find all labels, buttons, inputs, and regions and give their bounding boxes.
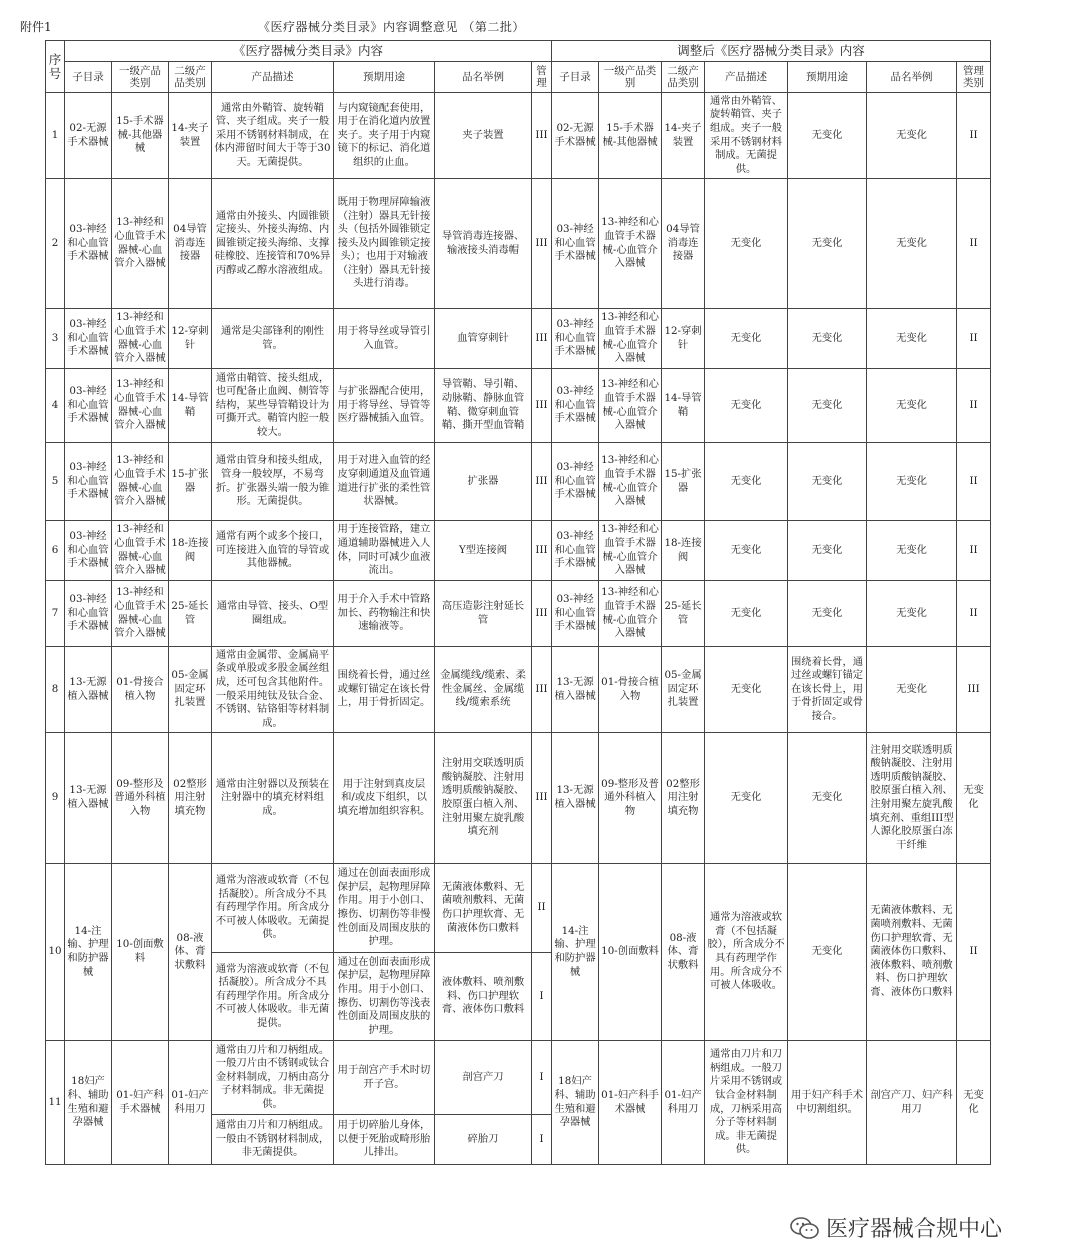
watermark-text: 医疗器械合规中心 <box>826 1217 1003 1242</box>
cell-examples-adjusted: 无变化 <box>867 521 957 581</box>
cell-desc: 通常由刀片和刀柄组成。一般刀片由不锈钢或钛合金材料制成，刀柄由高分子材料制成。非无菌提供。 <box>212 1041 334 1115</box>
cell-cat2: 05-金属固定环扎装置 <box>169 647 212 733</box>
cell-no: 1 <box>46 93 65 179</box>
cell-desc: 通常由外接头、内圆锥锁定接头、外接头海绵、内圆锥锁定接头海绵、支撑硅橡胶、连接管和70%异丙醇或乙醇水溶液组成。 <box>212 179 334 309</box>
cell-desc: 通常是尖部锋利的刚性管。 <box>212 309 334 369</box>
cell-desc-adjusted: 无变化 <box>705 521 788 581</box>
cell-examples-adjusted: 剖宫产刀、妇产科用刀 <box>867 1041 957 1165</box>
cell-examples-adjusted: 注射用交联透明质酸钠凝胶、注射用透明质酸钠凝胶、胶原蛋白植入剂、注射用聚左旋乳酸填充剂、重组III型人源化胶原蛋白冻干纤维 <box>867 733 957 864</box>
cell-no: 9 <box>46 733 65 864</box>
cell-desc: 通常由管身和接头组成，管身一般较厚，不易弯折。扩张器头端一般为锥形。无菌提供。 <box>212 443 334 521</box>
cell-cat2-adjusted: 02整形用注射填充物 <box>662 733 705 864</box>
cell-cat2: 02整形用注射填充物 <box>169 733 212 864</box>
cell-sub: 18妇产科、辅助生殖和避孕器械 <box>65 1041 112 1165</box>
cell-sub: 13-无源植入器械 <box>65 647 112 733</box>
cell-cat1: 13-神经和心血管手术器械-心血管介入器械 <box>112 179 169 309</box>
cell-no: 6 <box>46 521 65 581</box>
cell-desc: 通常由导管、接头、O型圈组成。 <box>212 581 334 647</box>
cell-cat2: 15-扩张器 <box>169 443 212 521</box>
cell-use: 用于注射到真皮层和/或皮下组织，以填充增加组织容积。 <box>334 733 435 864</box>
cell-mgmt: II <box>532 864 552 953</box>
cell-cat1: 10-创面敷料 <box>112 864 169 1041</box>
cell-sub-adjusted: 03-神经和心血管手术器械 <box>552 521 599 581</box>
col-cat2-adjusted: 二级产品类别 <box>662 62 705 93</box>
cell-desc-adjusted: 通常为溶液或软膏（不包括凝胶），所含成分不具有药理学作用。所含成分不可被人体吸收。 <box>705 864 788 1041</box>
cell-cat1: 13-神经和心血管手术器械-心血管介入器械 <box>112 581 169 647</box>
cell-use: 用于介入手术中管路加长、药物输注和快速输液等。 <box>334 581 435 647</box>
cell-desc-adjusted: 通常由外鞘管、旋转鞘管、夹子组成。夹子一般采用不锈钢材料制成。无菌提供。 <box>705 93 788 179</box>
cell-desc-adjusted: 无变化 <box>705 581 788 647</box>
col-cat1-adjusted: 一级产品类别 <box>599 62 662 93</box>
cell-desc-adjusted: 无变化 <box>705 733 788 864</box>
cell-cat2-adjusted: 14-导管鞘 <box>662 369 705 443</box>
cell-examples-adjusted: 无变化 <box>867 369 957 443</box>
cell-desc-adjusted: 无变化 <box>705 309 788 369</box>
cell-desc: 通常由金属带、金属扁平条或单股或多股金属丝组成，还可包含其他附件。一般采用纯钛及钛合金、不锈钢、钴铬钼等材料制成。 <box>212 647 334 733</box>
cell-use: 既用于物理屏障输液（注射）器具无针接头（包括外圆锥锁定接头及内圆锥锁定接头）；也用于对输液（注射）器具无针接头进行消毒。 <box>334 179 435 309</box>
cell-use: 通过在创面表面形成保护层，起物理屏障作用。用于小创口、擦伤、切割伤等浅表性创面及周围皮肤的护理。 <box>334 953 435 1041</box>
cell-no: 5 <box>46 443 65 521</box>
cell-desc-adjusted: 无变化 <box>705 443 788 521</box>
cell-sub: 13-无源植入器械 <box>65 733 112 864</box>
cell-use-adjusted: 无变化 <box>788 581 867 647</box>
cell-cat2-adjusted: 04导管消毒连接器 <box>662 179 705 309</box>
cell-cat2-adjusted: 14-夹子装置 <box>662 93 705 179</box>
cell-cat2: 04导管消毒连接器 <box>169 179 212 309</box>
cell-use-adjusted: 无变化 <box>788 179 867 309</box>
cell-examples: 导管鞘、导引鞘、动脉鞘、静脉血管鞘、微穿刺血管鞘、撕开型血管鞘 <box>435 369 532 443</box>
watermark <box>790 1212 1002 1243</box>
cell-use-adjusted: 无变化 <box>788 93 867 179</box>
cell-cat2: 01-妇产科用刀 <box>169 1041 212 1165</box>
cell-cat1-adjusted: 15-手术器械-其他器械 <box>599 93 662 179</box>
cell-cat1-adjusted: 13-神经和心血管手术器械-心血管介入器械 <box>599 309 662 369</box>
col-use: 预期用途 <box>334 62 435 93</box>
classification-table <box>45 40 991 1165</box>
table-row <box>46 93 991 179</box>
cell-use-adjusted: 无变化 <box>788 521 867 581</box>
cell-mgmt: III <box>532 521 552 581</box>
cell-sub-adjusted: 03-神经和心血管手术器械 <box>552 309 599 369</box>
col-desc-adjusted: 产品描述 <box>705 62 788 93</box>
col-sub-adjusted: 子目录 <box>552 62 599 93</box>
cell-cat2: 14-夹子装置 <box>169 93 212 179</box>
cell-cat1-adjusted: 10-创面敷料 <box>599 864 662 1041</box>
cell-examples-adjusted: 无菌液体敷料、无菌喷剂敷料、无菌伤口护理软膏、无菌液体伤口敷料、液体敷料、喷剂敷料、伤口护理软膏、液体伤口敷料 <box>867 864 957 1041</box>
cell-sub: 03-神经和心血管手术器械 <box>65 521 112 581</box>
cell-desc: 通常为溶液或软膏（不包括凝胶）。所含成分不具有药理学作用。所含成分不可被人体吸收。非无菌提供。 <box>212 953 334 1041</box>
cell-use: 用于将导丝或导管引入血管。 <box>334 309 435 369</box>
cell-cat1-adjusted: 13-神经和心血管手术器械-心血管介入器械 <box>599 581 662 647</box>
cell-cat1-adjusted: 13-神经和心血管手术器械-心血管介入器械 <box>599 179 662 309</box>
cell-desc-adjusted: 无变化 <box>705 369 788 443</box>
cell-sub: 02-无源手术器械 <box>65 93 112 179</box>
cell-use-adjusted: 无变化 <box>788 864 867 1041</box>
cell-mgmt: III <box>532 443 552 521</box>
cell-examples: 金属缆线/缆索、柔性金属丝、金属缆线/缆索系统 <box>435 647 532 733</box>
cell-examples: 碎胎刀 <box>435 1115 532 1165</box>
cell-no: 3 <box>46 309 65 369</box>
cell-use: 用于连接管路，建立通道辅助器械进入人体，同时可减少血液流出。 <box>334 521 435 581</box>
cell-use: 与扩张器配合使用，用于将导丝、导管等医疗器械插入血管。 <box>334 369 435 443</box>
cell-desc-adjusted: 通常由刀片和刀柄组成。一般刀片采用不锈钢或钛合金材料制成，刀柄采用高分子等材料制成。非无菌提供。 <box>705 1041 788 1165</box>
cell-sub-adjusted: 02-无源手术器械 <box>552 93 599 179</box>
cell-use-adjusted: 无变化 <box>788 733 867 864</box>
cell-use-adjusted: 无变化 <box>788 369 867 443</box>
cell-desc: 通常由注射器以及预装在注射器中的填充材料组成。 <box>212 733 334 864</box>
cell-examples: 液体敷料、喷剂敷料、伤口护理软膏、液体伤口敷料 <box>435 953 532 1041</box>
cell-sub: 03-神经和心血管手术器械 <box>65 581 112 647</box>
attachment-label: 附件1 <box>20 20 52 34</box>
cell-use-adjusted: 无变化 <box>788 443 867 521</box>
col-examples-adjusted: 品名举例 <box>867 62 957 93</box>
cell-sub-adjusted: 03-神经和心血管手术器械 <box>552 179 599 309</box>
cell-cat1-adjusted: 13-神经和心血管手术器械-心血管介入器械 <box>599 521 662 581</box>
cell-cat1: 13-神经和心血管手术器械-心血管介入器械 <box>112 309 169 369</box>
cell-examples: 导管消毒连接器、输液接头消毒帽 <box>435 179 532 309</box>
cell-mgmt-adjusted: II <box>957 443 991 521</box>
cell-use: 围绕着长骨，通过丝或螺钉锚定在该长骨上，用于骨折固定。 <box>334 647 435 733</box>
table-row <box>46 443 991 521</box>
col-mgmt-adjusted: 管理类别 <box>957 62 991 93</box>
cell-cat1: 09-整形及普通外科植入物 <box>112 733 169 864</box>
cell-cat2-adjusted: 12-穿刺针 <box>662 309 705 369</box>
cell-cat1: 13-神经和心血管手术器械-心血管介入器械 <box>112 521 169 581</box>
cell-mgmt: III <box>532 733 552 864</box>
cell-use: 用于切碎胎儿身体，以便于死胎或畸形胎儿排出。 <box>334 1115 435 1165</box>
cell-sub: 03-神经和心血管手术器械 <box>65 309 112 369</box>
cell-no: 2 <box>46 179 65 309</box>
table-row <box>46 309 991 369</box>
cell-use: 用于剖宫产手术时切开子宫。 <box>334 1041 435 1115</box>
cell-cat2: 25-延长管 <box>169 581 212 647</box>
col-cat1: 一级产品类别 <box>112 62 169 93</box>
table-row <box>46 179 991 309</box>
cell-cat1: 01-骨接合植入物 <box>112 647 169 733</box>
cell-mgmt-adjusted: II <box>957 93 991 179</box>
cell-mgmt: I <box>532 953 552 1041</box>
cell-cat2: 12-穿刺针 <box>169 309 212 369</box>
cell-examples-adjusted: 无变化 <box>867 179 957 309</box>
cell-examples-adjusted: 无变化 <box>867 93 957 179</box>
cell-mgmt-adjusted: II <box>957 864 991 1041</box>
cell-sub-adjusted: 03-神经和心血管手术器械 <box>552 369 599 443</box>
cell-mgmt-adjusted: II <box>957 179 991 309</box>
cell-examples: 扩张器 <box>435 443 532 521</box>
cell-use: 与内窥镜配套使用，用于在消化道内放置夹子。夹子用于内窥镜下的标记、消化道组织的止血。 <box>334 93 435 179</box>
cell-cat2: 18-连接阀 <box>169 521 212 581</box>
table-row <box>46 733 991 864</box>
table-row <box>46 581 991 647</box>
cell-cat2-adjusted: 25-延长管 <box>662 581 705 647</box>
section-original: 《医疗器械分类目录》内容 <box>65 41 552 62</box>
cell-cat2: 14-导管鞘 <box>169 369 212 443</box>
cell-desc-adjusted: 无变化 <box>705 647 788 733</box>
section-adjusted: 调整后《医疗器械分类目录》内容 <box>552 41 991 62</box>
cell-desc: 通常有两个或多个接口，可连接进入血管的导管或其他器械。 <box>212 521 334 581</box>
cell-mgmt: III <box>532 581 552 647</box>
col-use-adjusted: 预期用途 <box>788 62 867 93</box>
cell-sub-adjusted: 03-神经和心血管手术器械 <box>552 443 599 521</box>
cell-desc: 通常为溶液或软膏（不包括凝胶）。所含成分不具有药理学作用。所含成分不可被人体吸收。无菌提供。 <box>212 864 334 953</box>
col-sub: 子目录 <box>65 62 112 93</box>
cell-cat2-adjusted: 08-液体、膏状敷料 <box>662 864 705 1041</box>
cell-cat1-adjusted: 13-神经和心血管手术器械-心血管介入器械 <box>599 369 662 443</box>
cell-cat1: 13-神经和心血管手术器械-心血管介入器械 <box>112 443 169 521</box>
cell-mgmt: III <box>532 369 552 443</box>
cell-mgmt: I <box>532 1115 552 1165</box>
table-row <box>46 1041 991 1115</box>
cell-sub: 14-注输、护理和防护器械 <box>65 864 112 1041</box>
cell-cat2: 08-液体、膏状敷料 <box>169 864 212 1041</box>
cell-use: 用于对进入血管的经皮穿刺通道及血管通道进行扩张的柔性管状器械。 <box>334 443 435 521</box>
cell-mgmt-adjusted: II <box>957 581 991 647</box>
table-row <box>46 647 991 733</box>
cell-mgmt: III <box>532 93 552 179</box>
cell-cat1-adjusted: 09-整形及普通外科植入物 <box>599 733 662 864</box>
cell-cat1: 13-神经和心血管手术器械-心血管介入器械 <box>112 369 169 443</box>
cell-mgmt-adjusted: II <box>957 521 991 581</box>
table-row <box>46 864 991 953</box>
cell-mgmt: III <box>532 309 552 369</box>
cell-mgmt-adjusted: 无变化 <box>957 1041 991 1165</box>
cell-cat1-adjusted: 01-骨接合植入物 <box>599 647 662 733</box>
cell-cat1: 01-妇产科手术器械 <box>112 1041 169 1165</box>
cell-examples: 无菌液体敷料、无菌喷剂敷料、无菌伤口护理软膏、无菌液体伤口敷料 <box>435 864 532 953</box>
cell-cat2-adjusted: 05-金属固定环扎装置 <box>662 647 705 733</box>
col-desc: 产品描述 <box>212 62 334 93</box>
cell-use-adjusted: 无变化 <box>788 309 867 369</box>
cell-examples-adjusted: 无变化 <box>867 443 957 521</box>
cell-mgmt-adjusted: 无变化 <box>957 733 991 864</box>
table-row <box>46 521 991 581</box>
cell-cat2-adjusted: 18-连接阀 <box>662 521 705 581</box>
cell-desc-adjusted: 无变化 <box>705 179 788 309</box>
cell-examples: 剖宫产刀 <box>435 1041 532 1115</box>
cell-use: 通过在创面表面形成保护层，起物理屏障作用。用于小创口、擦伤、切割伤等非慢性创面及周围皮肤的护理。 <box>334 864 435 953</box>
cell-sub-adjusted: 03-神经和心血管手术器械 <box>552 581 599 647</box>
cell-mgmt-adjusted: III <box>957 647 991 733</box>
cell-cat1-adjusted: 01-妇产科手术器械 <box>599 1041 662 1165</box>
wechat-icon <box>790 1216 820 1240</box>
cell-examples-adjusted: 无变化 <box>867 647 957 733</box>
col-seq: 序号 <box>46 41 65 93</box>
cell-cat2-adjusted: 01-妇产科用刀 <box>662 1041 705 1165</box>
cell-examples-adjusted: 无变化 <box>867 581 957 647</box>
cell-no: 7 <box>46 581 65 647</box>
cell-sub: 03-神经和心血管手术器械 <box>65 443 112 521</box>
cell-cat1: 15-手术器械-其他器械 <box>112 93 169 179</box>
table-row <box>46 369 991 443</box>
cell-cat2-adjusted: 15-扩张器 <box>662 443 705 521</box>
col-mgmt: 管理 <box>532 62 552 93</box>
cell-no: 11 <box>46 1041 65 1165</box>
cell-use-adjusted: 用于妇产科手术中切割组织。 <box>788 1041 867 1165</box>
cell-sub: 03-神经和心血管手术器械 <box>65 369 112 443</box>
col-examples: 品名举例 <box>435 62 532 93</box>
cell-sub-adjusted: 13-无源植入器械 <box>552 647 599 733</box>
cell-desc: 通常由外鞘管、旋转鞘管、夹子组成。夹子一般采用不锈钢材料制成，在体内滞留时间大于等于30天。无菌提供。 <box>212 93 334 179</box>
cell-sub-adjusted: 13-无源植入器械 <box>552 733 599 864</box>
cell-use-adjusted: 围绕着长骨，通过丝或螺钉锚定在该长骨上，用于骨折固定或骨接合。 <box>788 647 867 733</box>
cell-no: 8 <box>46 647 65 733</box>
cell-mgmt: I <box>532 1041 552 1115</box>
cell-desc: 通常由刀片和刀柄组成。一般由不锈钢材料制成，非无菌提供。 <box>212 1115 334 1165</box>
cell-examples-adjusted: 无变化 <box>867 309 957 369</box>
cell-examples: 夹子装置 <box>435 93 532 179</box>
cell-examples: Y型连接阀 <box>435 521 532 581</box>
cell-desc: 通常由鞘管、接头组成，也可配备止血阀、侧管等结构，某些导管鞘设计为可撕开式。鞘管内腔一般较大。 <box>212 369 334 443</box>
cell-examples: 高压造影注射延长管 <box>435 581 532 647</box>
cell-mgmt: III <box>532 179 552 309</box>
document-title: 《医疗器械分类目录》内容调整意见 （第二批） <box>258 20 525 34</box>
cell-examples: 血管穿刺针 <box>435 309 532 369</box>
cell-examples: 注射用交联透明质酸钠凝胶、注射用透明质酸钠凝胶、胶原蛋白植入剂、注射用聚左旋乳酸填充剂 <box>435 733 532 864</box>
cell-mgmt-adjusted: II <box>957 369 991 443</box>
cell-mgmt: III <box>532 647 552 733</box>
cell-mgmt-adjusted: II <box>957 309 991 369</box>
cell-cat1-adjusted: 13-神经和心血管手术器械-心血管介入器械 <box>599 443 662 521</box>
cell-sub-adjusted: 14-注输、护理和防护器械 <box>552 864 599 1041</box>
cell-no: 4 <box>46 369 65 443</box>
cell-no: 10 <box>46 864 65 1041</box>
col-cat2: 二级产品类别 <box>169 62 212 93</box>
cell-sub: 03-神经和心血管手术器械 <box>65 179 112 309</box>
cell-sub-adjusted: 18妇产科、辅助生殖和避孕器械 <box>552 1041 599 1165</box>
